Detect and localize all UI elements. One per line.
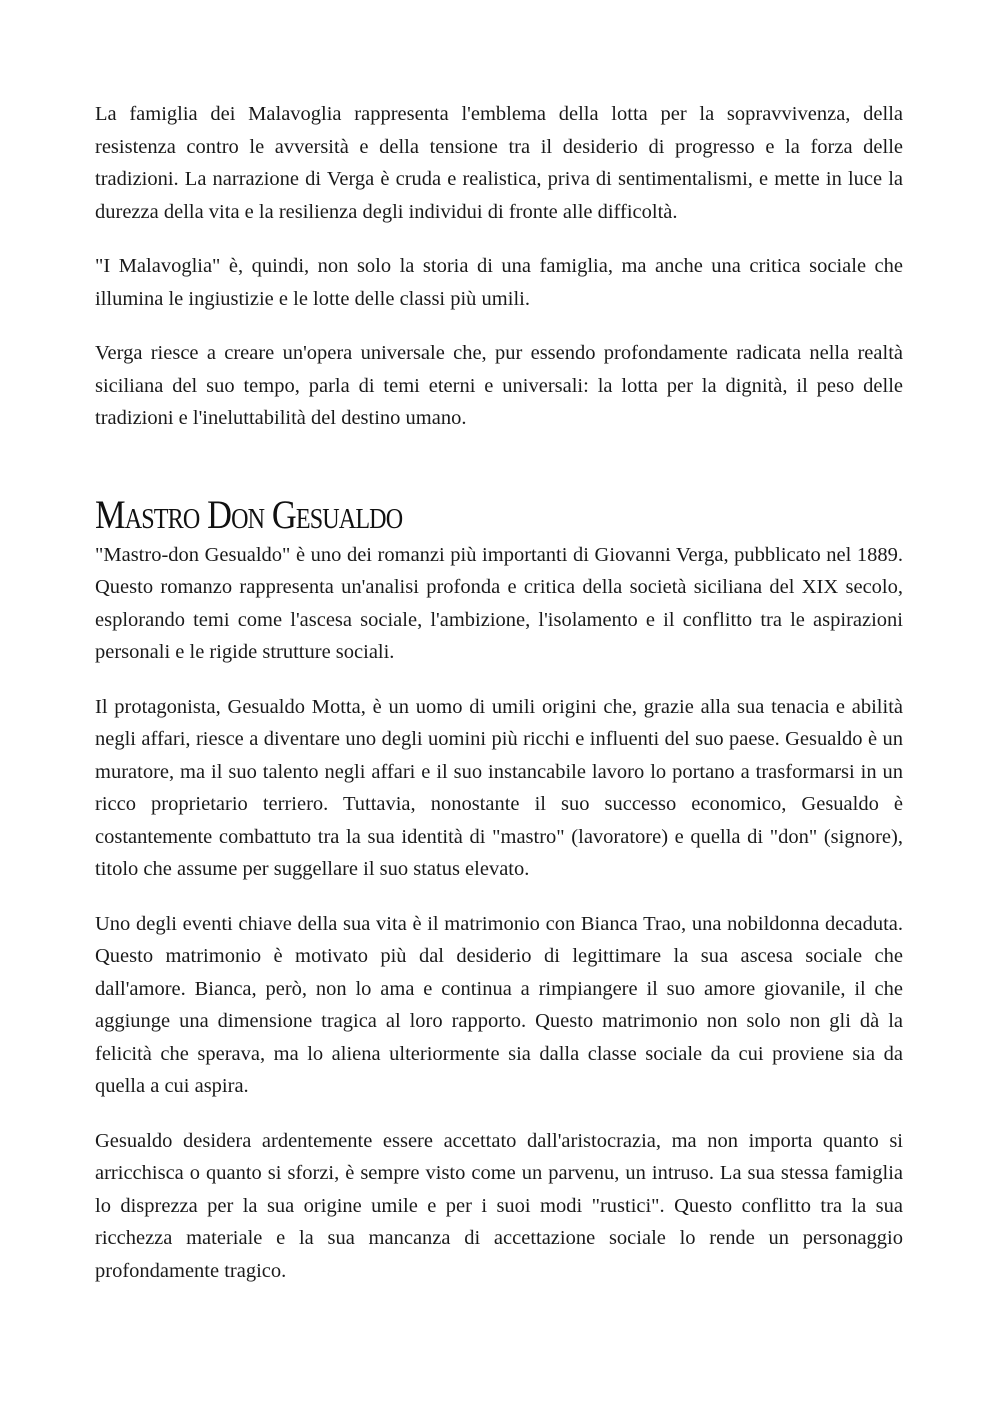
section-heading-mastro-don-gesualdo: Mastro Don Gesualdo [95,491,403,537]
paragraph-malavoglia-family: La famiglia dei Malavoglia rappresenta l'emblema della lotta per la sopravvivenza, della resistenza contro le avversità e della tensione tra il desiderio di progresso e la forza delle tradizioni. La narrazione di Verga è cruda e realistica, priva di sentimentalismi, e mette in luce la durezza della vita e la resilienza degli individui di fronte alle difficoltà. [95,103,903,223]
document-page [95,98,903,1309]
paragraph-verga-universal: Verga riesce a creare un'opera universale che, pur essendo profondamente radicata nella realtà siciliana del suo tempo, parla di temi eterni e universali: la lotta per la dignità, il peso delle tradizioni e l'ineluttabilità del destino umano. [95,342,903,429]
paragraph-aristocracy: Gesualdo desidera ardentemente essere accettato dall'aristocrazia, ma non importa quanto si arricchisca o quanto si sforzi, è sempre visto come un parvenu, un intruso. La sua stessa famiglia lo disprezza per la sua origine umile e per i suoi modi "rustici". Questo conflitto tra la sua ricchezza materiale e la sua mancanza di accettazione sociale lo rende un personaggio profondamente tragico. [95,1129,903,1282]
paragraph-novel-intro: "Mastro-don Gesualdo" è uno dei romanzi più importanti di Giovanni Verga, pubblicato nel 1889. Questo romanzo rappresenta un'analisi profonda e critica della società siciliana del XIX secolo, esplorando temi come l'ascesa sociale, l'ambizione, l'isolamento e il conflitto tra le aspirazioni personali e le rigide strutture sociali. [95,543,903,663]
paragraph-malavoglia-critique: "I Malavoglia" è, quindi, non solo la storia di una famiglia, ma anche una critica sociale che illumina le ingiustizie e le lotte delle classi più umili. [95,255,903,310]
paragraph-protagonist: Il protagonista, Gesualdo Motta, è un uomo di umili origini che, grazie alla sua tenacia e abilità negli affari, riesce a diventare uno degli uomini più ricchi e influenti del suo paese. Gesualdo è un muratore, ma il suo talento negli affari e il suo instancabile lavoro lo portano a trasformarsi in un ricco proprietario terriero. Tuttavia, nonostante il suo successo economico, Gesualdo è costantemente combattuto tra la sua identità di "mastro" (lavoratore) e quella di "don" (signore), titolo che assume per suggellare il suo status elevato. [95,695,903,880]
paragraph-marriage: Uno degli eventi chiave della sua vita è il matrimonio con Bianca Trao, una nobildonna decaduta. Questo matrimonio è motivato più dal desiderio di legittimare la sua ascesa sociale che dall'amore. Bianca, però, non lo ama e continua a rimpiangere il suo amore giovanile, il che aggiunge una dimensione tragica al loro rapporto. Questo matrimonio non solo non gli dà la felicità che sperava, ma lo aliena ulteriormente sia dalla classe sociale da cui proviene sia da quella a cui aspira. [95,912,903,1097]
